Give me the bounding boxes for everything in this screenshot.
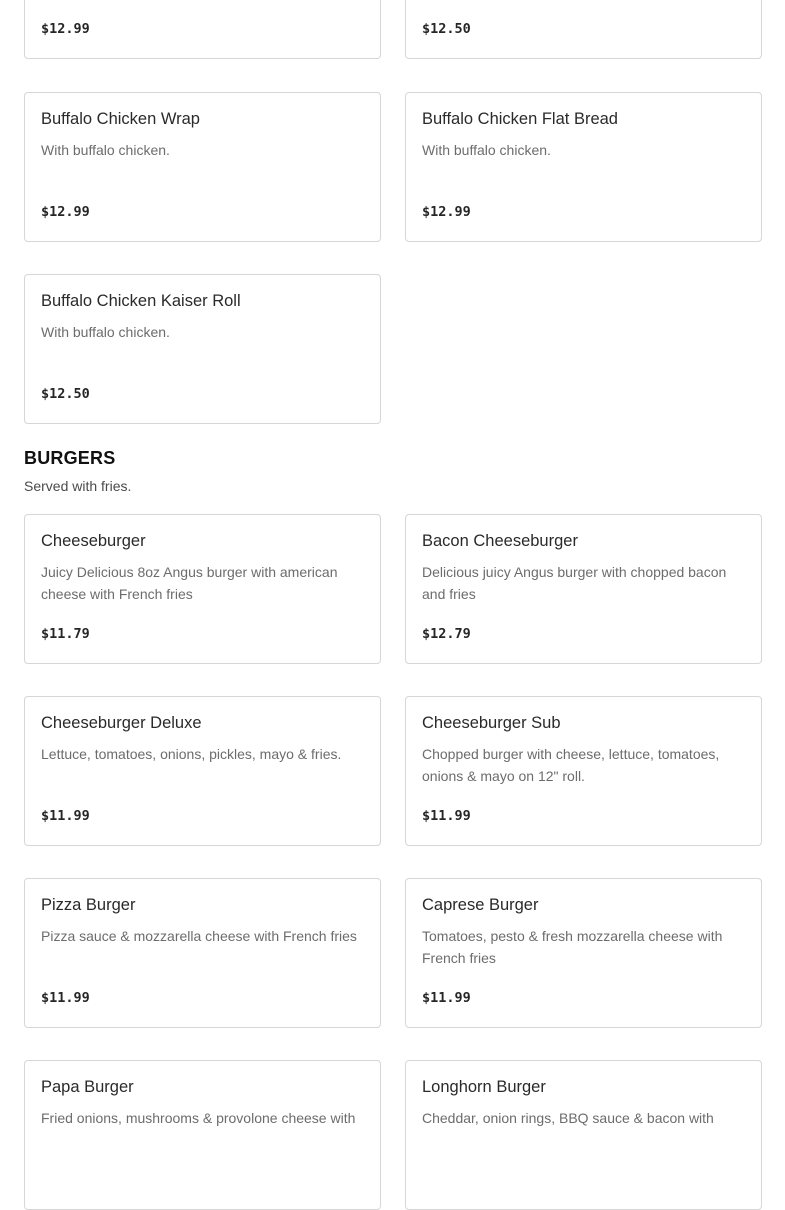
item-name: Cheeseburger Deluxe	[41, 714, 202, 732]
item-price: $11.99	[422, 990, 471, 1006]
item-name: Cheeseburger	[41, 532, 146, 550]
menu-item-cheeseburger-deluxe[interactable]	[24, 696, 381, 846]
item-description: Cheddar, onion rings, BBQ sauce & bacon with	[422, 1110, 714, 1126]
menu-item-pizza-burger[interactable]	[24, 878, 381, 1028]
item-name: Caprese Burger	[422, 896, 539, 914]
menu-item-longhorn-burger[interactable]	[405, 1060, 762, 1210]
item-description: Juicy Delicious 8oz Angus burger with american cheese with French fries	[41, 564, 338, 602]
item-name: Bacon Cheeseburger	[422, 532, 578, 550]
item-description: Pizza sauce & mozzarella cheese with French fries	[41, 928, 357, 944]
item-price: $12.50	[422, 21, 471, 37]
item-description: Tomatoes, pesto & fresh mozzarella cheese with French fries	[422, 928, 723, 966]
section-title-burgers: BURGERS	[24, 448, 116, 468]
item-price: $12.50	[41, 386, 90, 402]
menu-item-papa-burger[interactable]	[24, 1060, 381, 1210]
item-description: Lettuce, tomatoes, onions, pickles, mayo & fries.	[41, 746, 342, 762]
menu-item-bacon-cheeseburger[interactable]	[405, 514, 762, 664]
item-price: $11.99	[422, 808, 471, 824]
item-description: With buffalo chicken.	[41, 324, 170, 340]
item-price: $11.99	[41, 808, 90, 824]
item-description: With buffalo chicken.	[422, 142, 551, 158]
item-price: $12.99	[41, 21, 90, 37]
item-description: Fried onions, mushrooms & provolone cheese with	[41, 1110, 356, 1126]
item-description: With buffalo chicken.	[41, 142, 170, 158]
item-price: $12.99	[41, 204, 90, 220]
menu-item-buffalo-chicken-flat-bread[interactable]	[405, 92, 762, 242]
menu-item-cheeseburger[interactable]	[24, 514, 381, 664]
item-description: Delicious juicy Angus burger with chopped bacon and fries	[422, 564, 727, 602]
item-price: $11.79	[41, 626, 90, 642]
menu-item-card[interactable]	[405, 0, 762, 59]
item-price: $11.99	[41, 990, 90, 1006]
item-name: Pizza Burger	[41, 896, 136, 914]
item-name: Papa Burger	[41, 1078, 134, 1096]
menu-item-caprese-burger[interactable]	[405, 878, 762, 1028]
item-name: Buffalo Chicken Wrap	[41, 110, 200, 128]
menu-item-buffalo-chicken-kaiser-roll[interactable]	[24, 274, 381, 424]
item-description: Chopped burger with cheese, lettuce, tomatoes, onions & mayo on 12" roll.	[422, 746, 720, 784]
section-subtitle: Served with fries.	[24, 478, 132, 494]
item-name: Buffalo Chicken Kaiser Roll	[41, 292, 241, 310]
item-name: Buffalo Chicken Flat Bread	[422, 110, 618, 128]
menu-item-cheeseburger-sub[interactable]	[405, 696, 762, 846]
item-price: $12.79	[422, 626, 471, 642]
item-price: $12.99	[422, 204, 471, 220]
item-name: Cheeseburger Sub	[422, 714, 561, 732]
item-name: Longhorn Burger	[422, 1078, 546, 1096]
menu-item-card[interactable]	[24, 0, 381, 59]
menu-item-buffalo-chicken-wrap[interactable]	[24, 92, 381, 242]
